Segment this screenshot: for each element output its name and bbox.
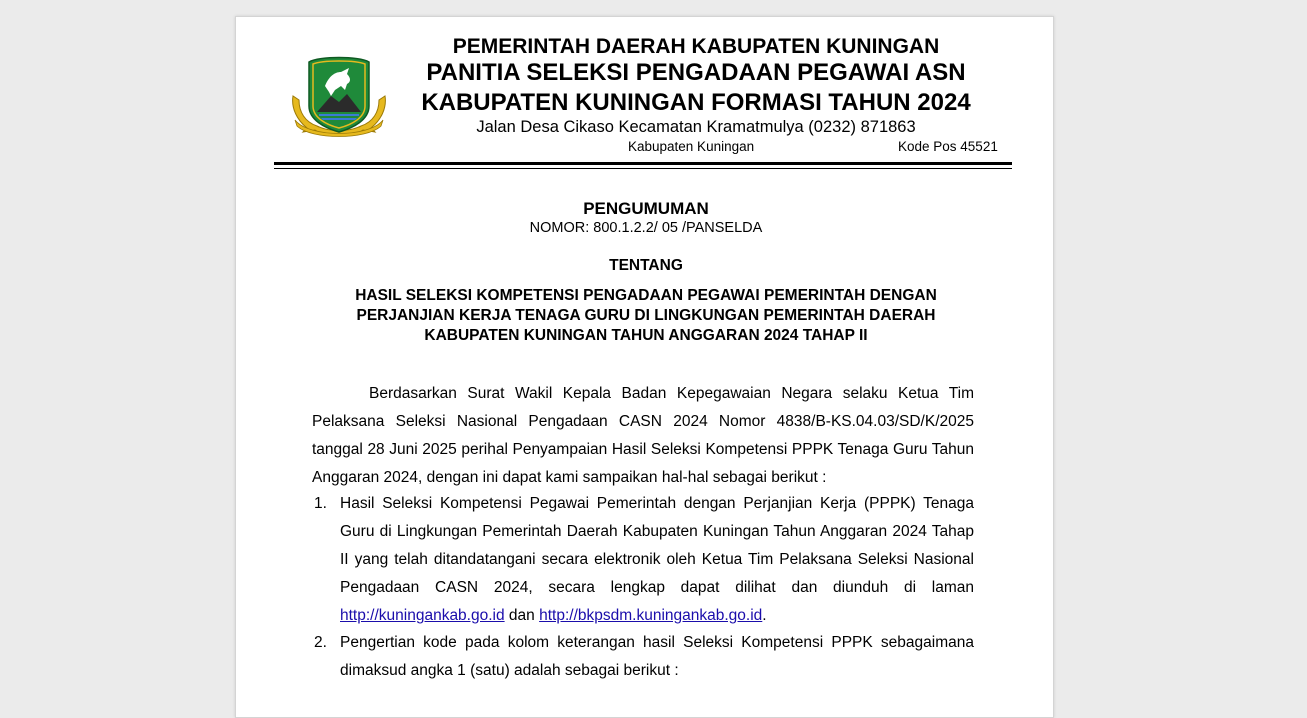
bkpsdm-link[interactable]: http://bkpsdm.kuningankab.go.id <box>539 607 763 624</box>
header-committee-name: PANITIA SELEKSI PENGADAAN PEGAWAI ASN <box>426 59 966 86</box>
item1-conjunction: dan <box>508 607 535 624</box>
item1-body: Hasil Seleksi Kompetensi Pegawai Pemerintah dengan Perjanjian Kerja (PPPK) Tenaga Guru di Lingkungan Pemerintah Daerah Kabupaten Kuningan Tahun Anggaran 2024 Tahap II yang telah ditandatangani secara elektronik oleh Ketua Tim Pelaksana Seleksi Nasional Pengadaan CASN 2024, secara lengkap dapat dilihat dan diunduh di laman <box>340 495 974 596</box>
list-item-text <box>340 490 974 630</box>
letterhead-divider-thin <box>274 168 1012 169</box>
header-address: Jalan Desa Cikaso Kecamatan Kramatmulya (0232) 871863 <box>476 118 916 136</box>
header-city: Kabupaten Kuningan <box>628 139 755 154</box>
subject-line-3: KABUPATEN KUNINGAN TAHUN ANGGARAN 2024 TAHAP II <box>424 327 868 344</box>
intro-paragraph: Berdasarkan Surat Wakil Kepala Badan Kepegawaian Negara selaku Ketua Tim Pelaksana Seleksi Nasional Pengadaan CASN 2024 Nomor 4838/B-KS.04.03/SD/K/2025 tanggal 28 Juni 2025 perihal Penyampaian Hasil Seleksi Kompetensi PPPK Tenaga Guru Tahun Anggaran 2024, dengan ini dapat kami sampaikan hal-hal sebagai berikut : <box>312 385 974 486</box>
list-item-number: 1. <box>314 495 327 512</box>
item1-period: . <box>762 607 767 624</box>
header-government-name: PEMERINTAH DAERAH KABUPATEN KUNINGAN <box>452 35 940 58</box>
header-formation-year: KABUPATEN KUNINGAN FORMASI TAHUN 2024 <box>421 89 971 116</box>
announcement-subject <box>296 286 996 346</box>
announcement-title: PENGUMUMAN <box>583 199 709 218</box>
announcement-about: TENTANG <box>609 257 683 274</box>
subject-line-1: HASIL SELEKSI KOMPETENSI PENGADAAN PEGAWAI PEMERINTAH DENGAN <box>355 287 937 304</box>
list-item-1 <box>312 490 974 630</box>
announcement-number: NOMOR: 800.1.2.2/ 05 /PANSELDA <box>529 220 763 236</box>
header-postal-code: Kode Pos 45521 <box>898 139 998 154</box>
letterhead-divider-thick <box>274 162 1012 165</box>
document-page <box>235 16 1054 718</box>
kuningan-regency-emblem-icon <box>289 46 389 142</box>
subject-line-2: PERJANJIAN KERJA TENAGA GURU DI LINGKUNGAN PEMERINTAH DAERAH <box>356 307 936 324</box>
list-item-2 <box>312 629 974 685</box>
list-item-text: Pengertian kode pada kolom keterangan hasil Seleksi Kompetensi PPPK sebagaimana dimaksud angka 1 (satu) adalah sebagai berikut : <box>340 634 974 679</box>
list-item-number: 2. <box>314 634 327 651</box>
kuningankab-link[interactable]: http://kuningankab.go.id <box>340 607 505 624</box>
